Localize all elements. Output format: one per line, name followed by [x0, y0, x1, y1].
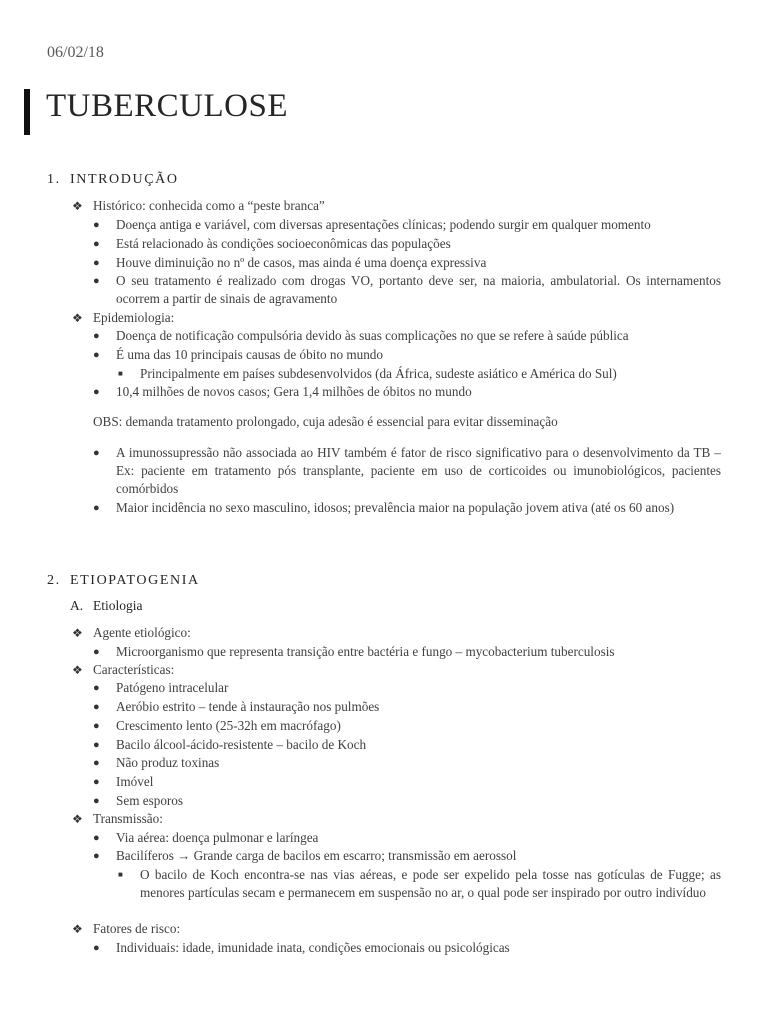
document-title: TUBERCULOSE: [46, 88, 289, 124]
list-item: A imunossupressão não associada ao HIV também é fator de risco significativo para o desenvolvimento da TB – Ex: paciente em tratamento pós transplante, paciente em uso de corticoides ou imunobiológicos, pacientes comórbidos: [116, 445, 721, 496]
square-bullet-icon: ■: [118, 369, 123, 378]
list-item: Patógeno intracelular: [116, 680, 229, 695]
diamond-bullet-icon: ❖: [72, 922, 83, 936]
list-item-epidemiologia: Epidemiologia:: [93, 310, 175, 325]
disc-bullet-icon: ●: [93, 757, 100, 769]
list-item: Doença de notificação compulsória devido às suas complicações no que se refere à saúde pública: [116, 328, 629, 343]
disc-bullet-icon: ●: [93, 682, 100, 694]
disc-bullet-icon: ●: [93, 502, 100, 514]
disc-bullet-icon: ●: [93, 850, 100, 862]
list-item: Bacilíferos → Grande carga de bacilos em escarro; transmissão em aerossol: [116, 848, 517, 863]
diamond-bullet-icon: ❖: [72, 311, 83, 325]
disc-bullet-icon: ●: [93, 330, 100, 342]
title-accent-bar: [24, 89, 30, 135]
list-item: Está relacionado às condições socioeconômicas das populações: [116, 236, 451, 251]
disc-bullet-icon: ●: [93, 447, 100, 459]
list-item-historico: Histórico: conhecida como a “peste branca”: [93, 198, 325, 213]
subsection-title: Etiologia: [93, 598, 143, 613]
list-item: Houve diminuição no nº de casos, mas ainda é uma doença expressiva: [116, 255, 487, 270]
section-number: 2.: [47, 573, 61, 588]
disc-bullet-icon: ●: [93, 646, 100, 658]
disc-bullet-icon: ●: [93, 275, 100, 287]
section-heading-etiopatogenia: [47, 573, 200, 589]
disc-bullet-icon: ●: [93, 776, 100, 788]
list-item: O bacilo de Koch encontra-se nas vias aéreas, e pode ser expelido pela tosse nas gotículas de Fugge; as menores partículas secam e permanecem em suspensão no ar, o qual pode ser inspirado por outro indivíduo: [140, 867, 721, 900]
list-item: Crescimento lento (25-32h em macrófago): [116, 718, 341, 733]
subsection-letter: A.: [70, 598, 84, 613]
obs-note: OBS: demanda tratamento prolongado, cuja adesão é essencial para evitar disseminação: [93, 414, 558, 429]
section-heading-introducao: [47, 172, 179, 188]
disc-bullet-icon: ●: [93, 238, 100, 250]
list-item: Sem esporos: [116, 793, 184, 808]
diamond-bullet-icon: ❖: [72, 199, 83, 213]
disc-bullet-icon: ●: [93, 386, 100, 398]
list-item: Aeróbio estrito – tende à instauração nos pulmões: [116, 699, 380, 714]
disc-bullet-icon: ●: [93, 832, 100, 844]
disc-bullet-icon: ●: [93, 720, 100, 732]
disc-bullet-icon: ●: [93, 219, 100, 231]
list-item: É uma das 10 principais causas de óbito no mundo: [116, 347, 383, 362]
disc-bullet-icon: ●: [93, 701, 100, 713]
list-item-transmissao: Transmissão:: [93, 811, 163, 826]
list-item: Individuais: idade, imunidade inata, condições emocionais ou psicológicas: [116, 940, 510, 955]
section-title: ETIOPATOGENIA: [70, 573, 200, 588]
list-item: Bacilo álcool-ácido-resistente – bacilo de Koch: [116, 737, 367, 752]
list-item-fatores: Fatores de risco:: [93, 921, 181, 936]
diamond-bullet-icon: ❖: [72, 626, 83, 640]
square-bullet-icon: ■: [118, 870, 123, 879]
diamond-bullet-icon: ❖: [72, 812, 83, 826]
disc-bullet-icon: ●: [93, 942, 100, 954]
list-item: Via aérea: doença pulmonar e laríngea: [116, 830, 319, 845]
disc-bullet-icon: ●: [93, 349, 100, 361]
list-item: Não produz toxinas: [116, 755, 220, 770]
list-item: Microorganismo que representa transição entre bactéria e fungo – mycobacterium tuberculosis: [116, 644, 615, 659]
list-item: O seu tratamento é realizado com drogas VO, portanto deve ser, na maioria, ambulatorial. Os internamentos ocorrem a partir de sinais de agravamento: [116, 273, 721, 306]
disc-bullet-icon: ●: [93, 739, 100, 751]
list-item: Maior incidência no sexo masculino, idosos; prevalência maior na população jovem ativa (até os 60 anos): [116, 500, 675, 515]
list-item-caracteristicas: Características:: [93, 662, 175, 677]
list-item: Doença antiga e variável, com diversas apresentações clínicas; podendo surgir em qualquer momento: [116, 217, 651, 232]
section-title: INTRODUÇÃO: [70, 172, 179, 187]
list-item-agente: Agente etiológico:: [93, 625, 191, 640]
list-item: Imóvel: [116, 774, 154, 789]
section-number: 1.: [47, 172, 61, 187]
disc-bullet-icon: ●: [93, 257, 100, 269]
subsection-heading-etiologia: [70, 598, 143, 614]
diamond-bullet-icon: ❖: [72, 663, 83, 677]
disc-bullet-icon: ●: [93, 795, 100, 807]
list-item: 10,4 milhões de novos casos; Gera 1,4 milhões de óbitos no mundo: [116, 384, 472, 399]
document-date: 06/02/18: [47, 44, 104, 61]
list-item: Principalmente em países subdesenvolvidos (da África, sudeste asiático e América do Sul): [140, 366, 617, 381]
